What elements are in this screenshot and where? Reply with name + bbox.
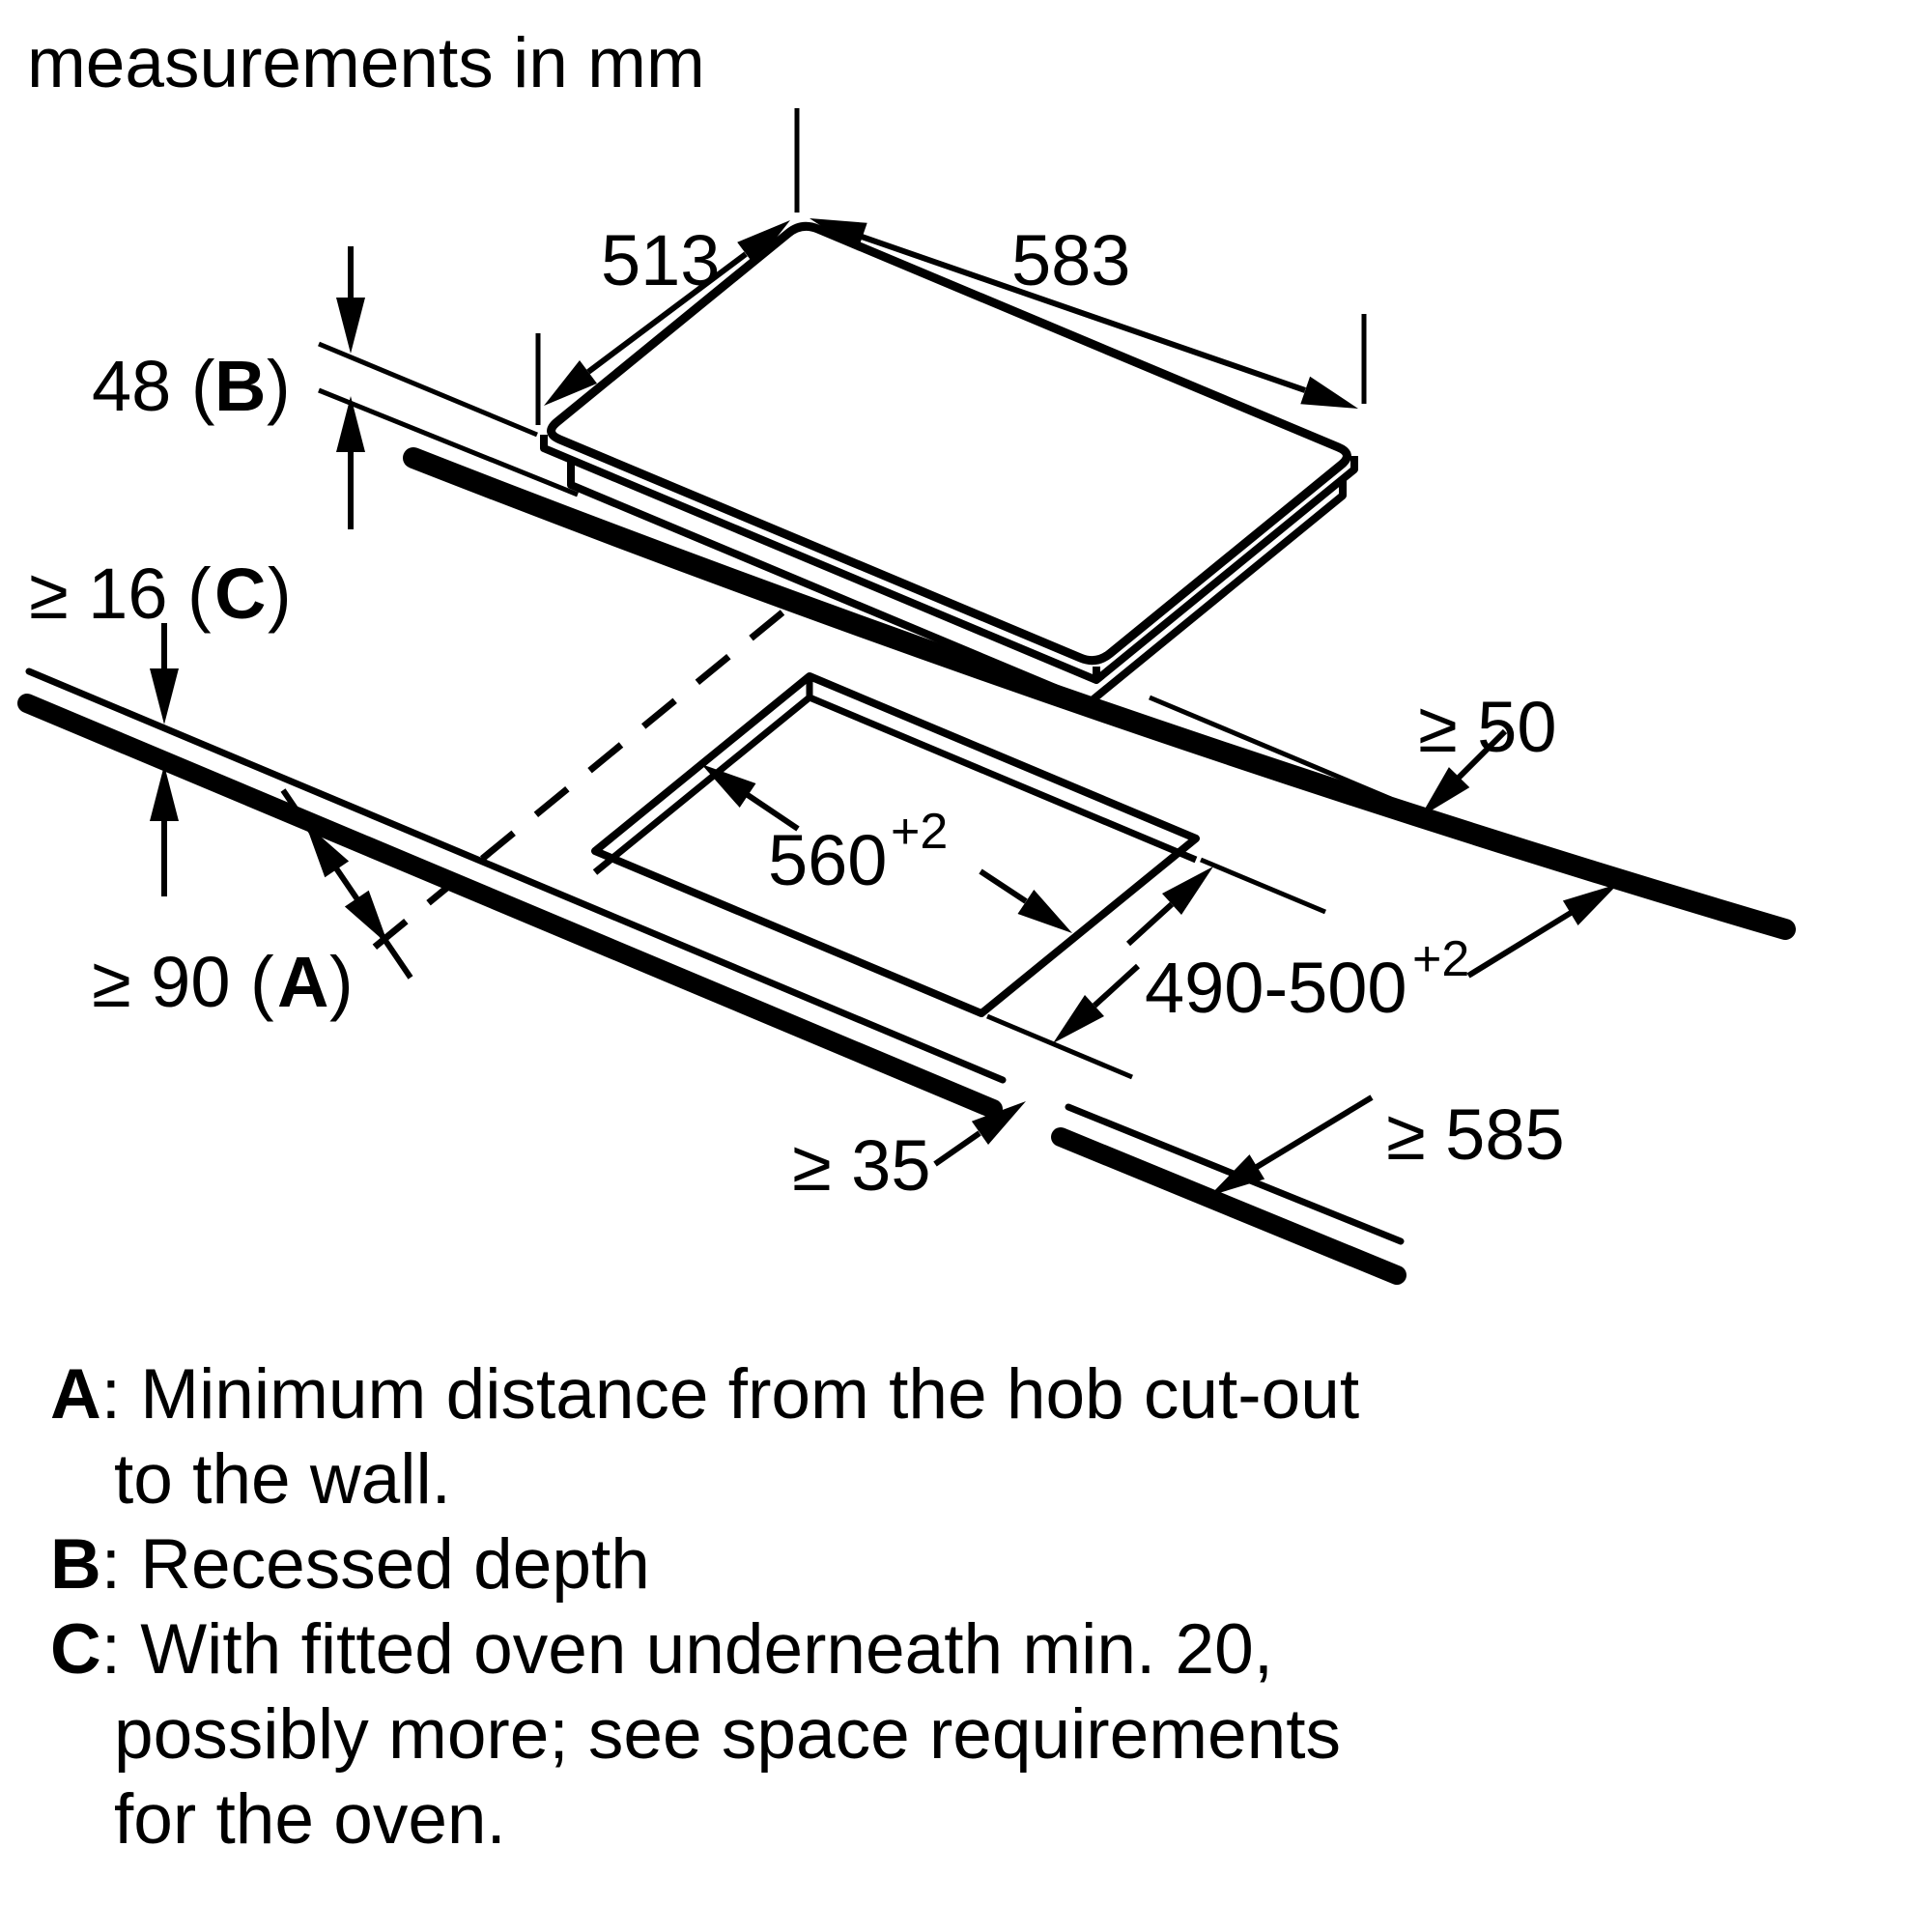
legend-text-c3: for the oven. [114, 1780, 506, 1859]
dim-583-arrow-left [810, 218, 867, 250]
ext-cutout-depth-rear [1201, 860, 1325, 912]
dim-560-arrow-right [1018, 890, 1073, 933]
legend-row-c2 [50, 1692, 1905, 1777]
legend-row-b [50, 1522, 1905, 1607]
label-48-letter: B [214, 346, 267, 426]
label-16-letter: C [214, 554, 267, 634]
legend-row-a [50, 1352, 1905, 1437]
legend-text-b: : Recessed depth [100, 1525, 650, 1604]
label-513: 513 [601, 220, 721, 300]
dim-583-arrow-right [1300, 377, 1358, 409]
label-16-post: ) [268, 554, 292, 634]
page-title: measurements in mm [27, 24, 705, 102]
label-48-pre: 48 ( [92, 346, 215, 426]
hidden-edge-dashed [357, 612, 782, 961]
legend-row-c [50, 1607, 1905, 1692]
legend-text-a: : Minimum distance from the hob cut-out [100, 1355, 1360, 1434]
label-583: 583 [1011, 220, 1131, 300]
label-490-500: 490-500 [1145, 948, 1407, 1028]
dim-560-arrow-left [701, 764, 756, 808]
dim-585-arrow-upper [1563, 884, 1618, 925]
dim-48-arrow-up [336, 396, 365, 452]
legend-key-a: A [50, 1355, 101, 1434]
label-560: 560 [768, 820, 888, 900]
label-490-500-sup: +2 [1412, 931, 1470, 987]
ext-cutout-depth-front [987, 1016, 1132, 1077]
dim-35-stem [935, 1133, 980, 1164]
legend-key-b: B [50, 1525, 101, 1604]
dim-48-arrow-down [336, 298, 365, 354]
legend-text-c: : With fitted oven underneath min. 20, [100, 1610, 1274, 1689]
label-560-sup: +2 [891, 804, 949, 860]
label-35: ≥ 35 [792, 1125, 931, 1206]
label-585: ≥ 585 [1386, 1094, 1565, 1175]
legend-row-a2 [50, 1437, 1905, 1522]
label-48-post: ) [267, 346, 291, 426]
legend [50, 1352, 1905, 1862]
legend-key-c: C [50, 1610, 101, 1689]
dim-90-arrow-lower [345, 891, 388, 945]
dim-16-arrow-down [150, 668, 179, 724]
label-90-post: ) [329, 942, 354, 1022]
label-16-pre: ≥ 16 ( [29, 554, 212, 634]
label-90-letter: A [277, 942, 329, 1022]
dim-585-arrow-lower [1209, 1154, 1264, 1196]
label-90-pre: ≥ 90 ( [92, 942, 274, 1022]
legend-text-c2: possibly more; see space requirements [114, 1695, 1341, 1774]
label-50: ≥ 50 [1418, 687, 1557, 767]
legend-text-a2: to the wall. [114, 1440, 451, 1519]
legend-row-c3 [50, 1777, 1905, 1862]
